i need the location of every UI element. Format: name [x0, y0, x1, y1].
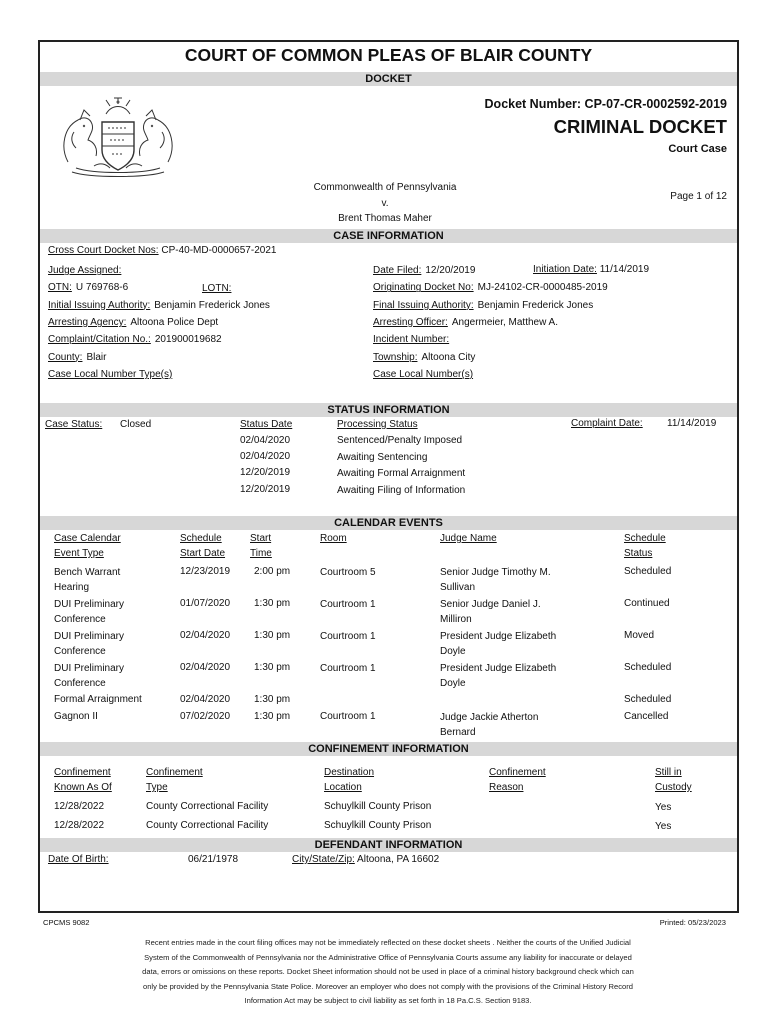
- originating-docket-value: MJ-24102-CR-0000485-2019: [477, 282, 608, 294]
- complaint-date-value: 11/14/2019: [667, 418, 717, 429]
- otn-value: U 769768-6: [75, 282, 129, 294]
- disclaimer-line-3: data, errors or omissions on these reports. Docket Sheet information should not be used in place of a criminal history background check which can: [142, 967, 634, 976]
- calendar-row-3-type: DUI Preliminary: [54, 631, 125, 642]
- calendar-row-2-type: DUI Preliminary: [54, 599, 125, 610]
- calendar-row-4-status: Scheduled: [624, 662, 672, 673]
- confinement-destination-header-2: Location: [324, 782, 362, 793]
- city-state-zip: [292, 852, 439, 868]
- calendar-row-4-time: 1:30 pm: [254, 662, 291, 673]
- status-date-1: 02/04/2020: [240, 435, 291, 446]
- calendar-row-4-type-cont: Conference: [54, 678, 106, 689]
- calendar-row-2-judge-cont: Milliron: [440, 614, 472, 625]
- arresting-officer-label: Arresting Officer:: [373, 317, 448, 329]
- initiation-date-value: 11/14/2019: [599, 264, 650, 275]
- calendar-row-2-judge: Senior Judge Daniel J.: [440, 599, 541, 610]
- incident-number-label: Incident Number:: [373, 334, 450, 346]
- calendar-event-type-header-1: Case Calendar: [54, 533, 121, 544]
- confinement-known-header-2: Known As Of: [54, 782, 112, 793]
- calendar-row-1-date: 12/23/2019: [180, 566, 231, 577]
- disclaimer-line-4: only be provided by the Pennsylvania State Police. Moreover an employer who does not comply with the provisions of the Criminal History Record: [142, 981, 634, 991]
- calendar-row-5-time: 1:30 pm: [254, 694, 291, 705]
- court-title: COURT OF COMMON PLEAS OF BLAIR COUNTY: [184, 45, 593, 65]
- date-of-birth-value: 06/21/1978: [188, 854, 239, 865]
- case-status-value: Closed: [120, 419, 152, 430]
- calendar-start-time-header-1: Start: [250, 533, 272, 544]
- complaint-citation-label: Complaint/Citation No.:: [48, 334, 151, 346]
- calendar-judge-header: Judge Name: [440, 533, 497, 544]
- pennsylvania-seal-image: [50, 92, 186, 180]
- case-local-number-type-label: Case Local Number Type(s): [48, 368, 173, 380]
- defendant-information-bar: DEFENDANT INFORMATION: [40, 838, 737, 852]
- calendar-row-6-judge: Judge Jackie Atherton: [440, 712, 539, 723]
- city-state-zip-label: City/State/Zip:: [292, 854, 355, 865]
- calendar-row-1-judge: Senior Judge Timothy M.: [440, 567, 551, 578]
- calendar-row-1-judge-cont: Sullivan: [440, 582, 476, 593]
- calendar-row-6-time: 1:30 pm: [254, 711, 291, 722]
- confinement-type-header-1: Confinement: [146, 767, 203, 778]
- date-of-birth-label: Date Of Birth:: [48, 854, 109, 865]
- calendar-events-bar: CALENDAR EVENTS: [40, 516, 737, 530]
- arresting-agency-label: Arresting Agency:: [48, 317, 127, 329]
- case-kind: Court Case: [668, 143, 727, 155]
- calendar-row-2-room: Courtroom 1: [320, 599, 376, 610]
- docket-type: CRIMINAL DOCKET: [553, 116, 727, 137]
- calendar-row-5-type: Formal Arraignment: [54, 694, 142, 705]
- initial-issuing-authority-value: Benjamin Frederick Jones: [154, 299, 270, 311]
- calendar-room-header: Room: [320, 533, 347, 544]
- confinement-custody-header-2: Custody: [655, 782, 692, 793]
- caption-line-2: v.: [381, 198, 389, 209]
- calendar-row-2-status: Continued: [624, 598, 670, 609]
- printed-date: Printed: 05/23/2023: [659, 918, 726, 927]
- cross-court-docket: [48, 245, 276, 256]
- calendar-row-4-judge-cont: Doyle: [440, 678, 466, 689]
- calendar-row-3-date: 02/04/2020: [180, 630, 231, 641]
- calendar-start-date-header-1: Schedule: [180, 533, 222, 544]
- processing-status-4: Awaiting Filing of Information: [337, 485, 466, 496]
- confinement-known-header-1: Confinement: [54, 767, 111, 778]
- lotn-label: LOTN:: [202, 283, 232, 294]
- confinement-custody-header-1: Still in: [655, 767, 682, 778]
- form-id: CPCMS 9082: [43, 918, 90, 927]
- case-info-left: [48, 262, 270, 383]
- calendar-row-5-status: Scheduled: [624, 694, 672, 705]
- disclaimer: [80, 936, 696, 1009]
- calendar-row-1-type-cont: Hearing: [54, 582, 90, 593]
- calendar-row-6-room: Courtroom 1: [320, 711, 376, 722]
- confinement-row-2-type: County Correctional Facility: [146, 820, 269, 831]
- processing-status-header: Processing Status: [337, 419, 418, 430]
- calendar-row-6-judge-cont: Bernard: [440, 727, 476, 738]
- arresting-officer-value: Angermeier, Matthew A.: [451, 317, 559, 329]
- status-date-4: 12/20/2019: [240, 484, 291, 495]
- calendar-row-4-date: 02/04/2020: [180, 662, 231, 673]
- calendar-row-3-status: Moved: [624, 630, 655, 641]
- initiation-date: [533, 264, 649, 275]
- confinement-row-2-custody: Yes: [655, 821, 672, 832]
- processing-status-1: Sentenced/Penalty Imposed: [337, 435, 463, 446]
- confinement-reason-header-1: Confinement: [489, 767, 546, 778]
- confinement-row-1-custody: Yes: [655, 802, 672, 813]
- calendar-row-2-type-cont: Conference: [54, 614, 106, 625]
- city-state-zip-value: Altoona, PA 16602: [357, 854, 440, 865]
- processing-status-2: Awaiting Sentencing: [337, 452, 428, 463]
- status-date-2: 02/04/2020: [240, 451, 291, 462]
- case-info-right: [373, 262, 608, 383]
- confinement-row-1-type: County Correctional Facility: [146, 801, 269, 812]
- calendar-row-3-room: Courtroom 1: [320, 631, 376, 642]
- confinement-destination-header-1: Destination: [324, 767, 375, 778]
- county-label: County:: [48, 351, 83, 363]
- confinement-information-bar: CONFINEMENT INFORMATION: [40, 742, 737, 756]
- calendar-row-6-date: 07/02/2020: [180, 711, 231, 722]
- status-date-3: 12/20/2019: [240, 467, 291, 478]
- page-indicator: Page 1 of 12: [670, 191, 727, 202]
- calendar-row-4-room: Courtroom 1: [320, 663, 376, 674]
- complaint-date-label: Complaint Date:: [571, 418, 643, 429]
- calendar-row-3-judge: President Judge Elizabeth: [440, 631, 557, 642]
- confinement-row-2-date: 12/28/2022: [54, 820, 105, 831]
- judge-assigned-label: Judge Assigned:: [48, 265, 122, 277]
- docket-bar: DOCKET: [40, 72, 737, 86]
- originating-docket-label: Originating Docket No:: [373, 282, 474, 294]
- caption-line-3: Brent Thomas Maher: [338, 213, 432, 224]
- calendar-row-5-date: 02/04/2020: [180, 694, 231, 705]
- confinement-reason-header-2: Reason: [489, 782, 524, 793]
- final-issuing-authority-label: Final Issuing Authority:: [373, 299, 474, 311]
- date-filed-value: 12/20/2019: [425, 265, 476, 277]
- docket-number: Docket Number: CP-07-CR-0002592-2019: [484, 97, 727, 111]
- calendar-row-6-status: Cancelled: [624, 711, 669, 722]
- complaint-citation-value: 201900019682: [154, 334, 222, 346]
- confinement-type-header-2: Type: [146, 782, 168, 793]
- calendar-row-3-judge-cont: Doyle: [440, 646, 466, 657]
- date-filed-label: Date Filed:: [373, 265, 422, 277]
- calendar-row-6-type: Gagnon II: [54, 711, 98, 722]
- cross-court-label: Cross Court Docket Nos:: [48, 245, 159, 256]
- confinement-row-2-destination: Schuylkill County Prison: [324, 820, 432, 831]
- cross-court-value: CP-40-MD-0000657-2021: [161, 245, 277, 256]
- county-value: Blair: [86, 351, 107, 363]
- initiation-date-label: Initiation Date:: [533, 264, 597, 275]
- township-value: Altoona City: [421, 351, 476, 363]
- case-local-numbers-label: Case Local Number(s): [373, 368, 474, 380]
- calendar-row-1-status: Scheduled: [624, 566, 672, 577]
- calendar-row-3-time: 1:30 pm: [254, 630, 291, 641]
- caption-line-1: Commonwealth of Pennsylvania: [313, 182, 457, 193]
- case-status-label: Case Status:: [45, 419, 103, 430]
- confinement-row-1-destination: Schuylkill County Prison: [324, 801, 432, 812]
- final-issuing-authority-value: Benjamin Frederick Jones: [477, 299, 594, 311]
- calendar-row-4-judge: President Judge Elizabeth: [440, 663, 557, 674]
- calendar-row-1-time: 2:00 pm: [254, 566, 291, 577]
- calendar-row-1-type: Bench Warrant: [54, 567, 121, 578]
- processing-status-3: Awaiting Formal Arraignment: [337, 468, 466, 479]
- status-date-header: Status Date: [240, 419, 293, 430]
- initial-issuing-authority-label: Initial Issuing Authority:: [48, 299, 151, 311]
- otn-label: OTN:: [48, 282, 72, 294]
- calendar-row-4-type: DUI Preliminary: [54, 663, 125, 674]
- arresting-agency-value: Altoona Police Dept: [130, 317, 219, 329]
- disclaimer-line-5: Information Act may be subject to civil liability as set forth in 18 Pa.C.S. Section 9183.: [244, 996, 532, 1005]
- confinement-row-1-date: 12/28/2022: [54, 801, 105, 812]
- calendar-row-2-date: 01/07/2020: [180, 598, 231, 609]
- status-information-bar: STATUS INFORMATION: [40, 403, 737, 417]
- calendar-status-header-2: Status: [624, 548, 653, 559]
- disclaimer-line-2: System of the Commonwealth of Pennsylvania nor the Administrative Office of Pennsylvania Courts assume any liability for inaccurate or delayed: [144, 952, 632, 962]
- calendar-row-2-time: 1:30 pm: [254, 598, 291, 609]
- calendar-event-type-header-2: Event Type: [54, 548, 104, 559]
- calendar-start-date-header-2: Start Date: [180, 548, 226, 559]
- calendar-status-header-1: Schedule: [624, 533, 666, 544]
- disclaimer-line-1: Recent entries made in the court filing offices may not be immediately reflected on these docket sheets . Neither the courts of the Unified Judicial: [145, 938, 631, 947]
- case-information-bar: CASE INFORMATION: [40, 229, 737, 243]
- township-label: Township:: [373, 351, 418, 363]
- calendar-start-time-header-2: Time: [250, 548, 272, 559]
- calendar-row-1-room: Courtroom 5: [320, 567, 376, 578]
- calendar-row-3-type-cont: Conference: [54, 646, 106, 657]
